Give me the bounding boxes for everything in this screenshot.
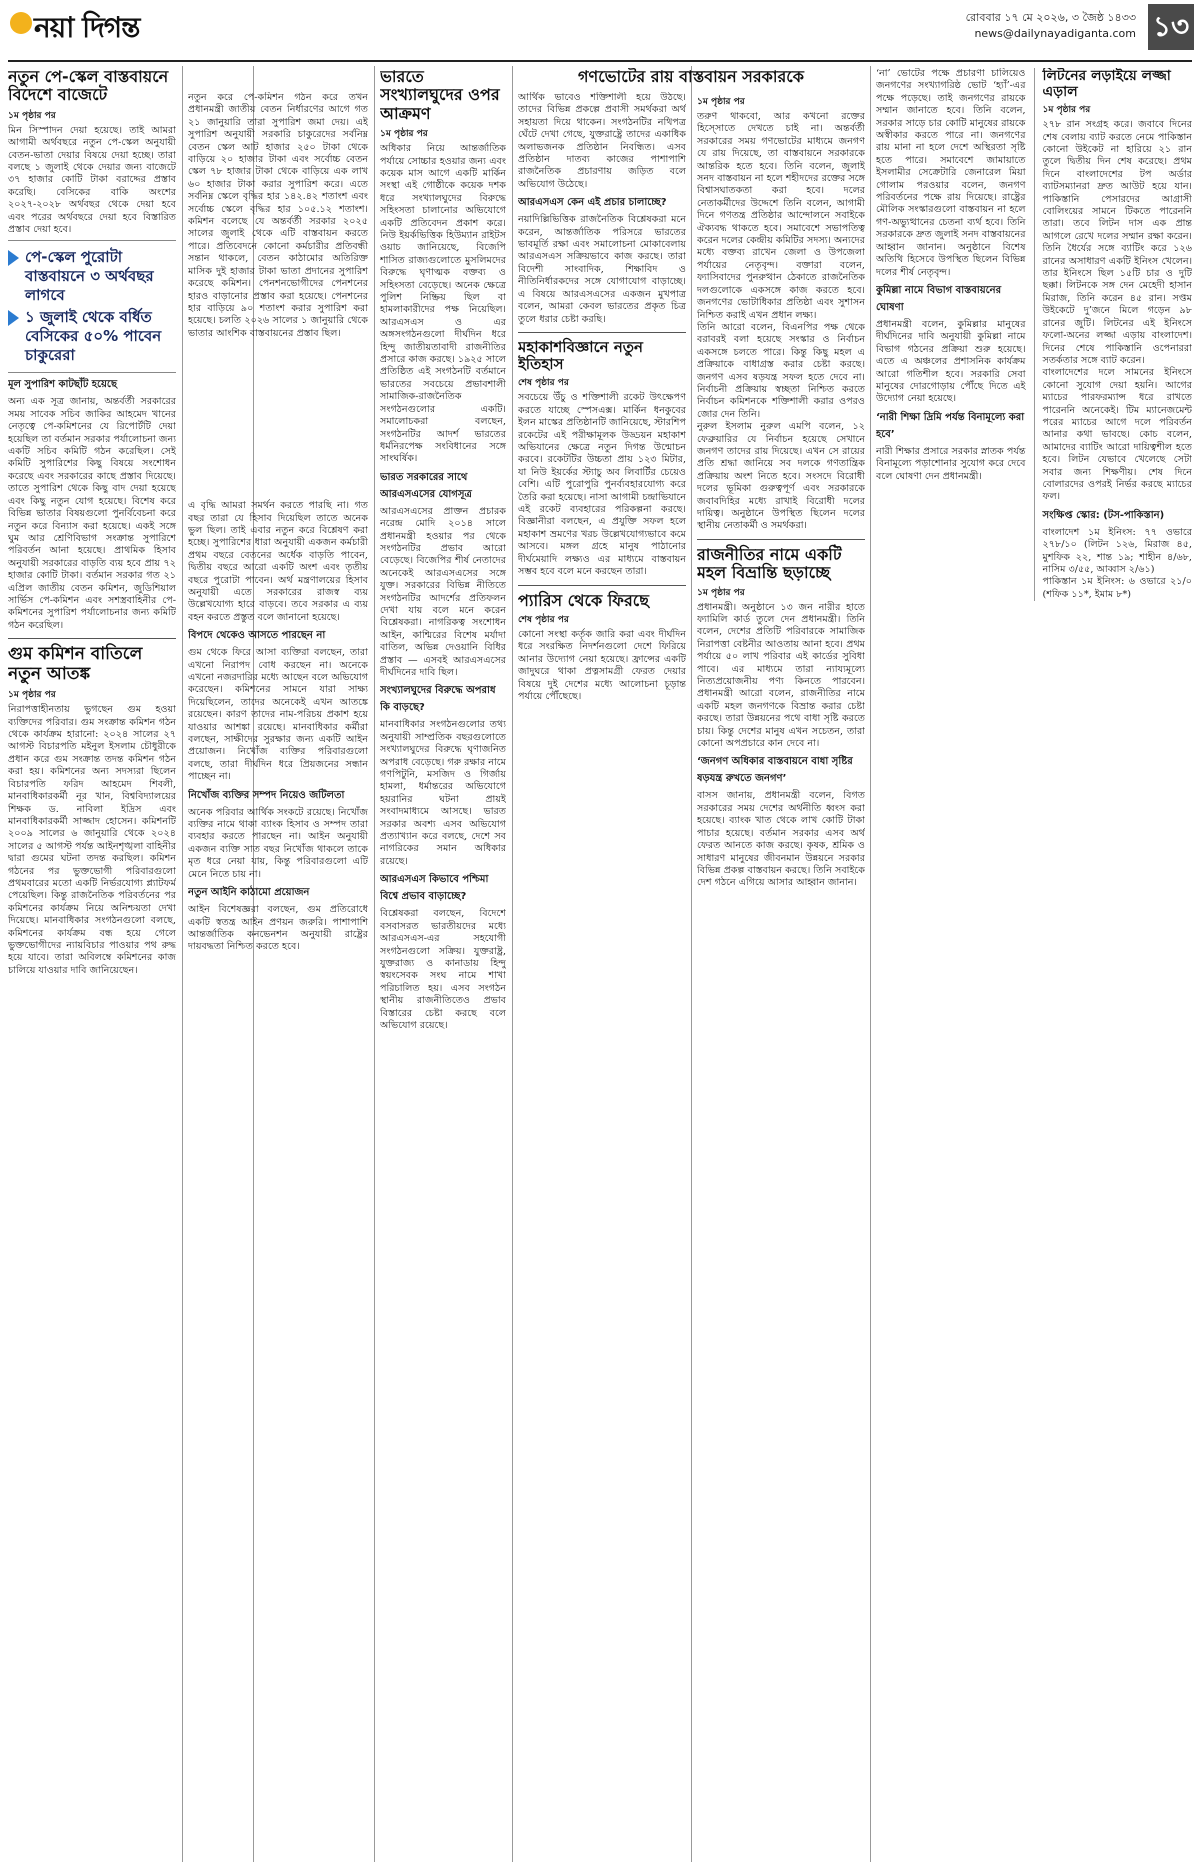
column-7 <box>876 68 1192 1862</box>
logo-text: নয়া দিগন্ত <box>34 11 140 44</box>
site-email[interactable]: news@dailynayadiganta.com <box>974 27 1136 40</box>
article-body: বাংলাদেশের দলে সামনের ইনিংসে কোনো সুযোগ দেয়া হয়নি। আগের ম্যাচের পারফরম্যান্স ধরে রাখতে পারেননি অনেকেই। টিম ম্যানেজমেন্ট পরের ম্যাচের আগে দলে পরিবর্তন আনার কথা ভাবছে। কোচ বলেন, আমাদের ব্যাটিং আরো দায়িত্বশীল হতে হবে। লিটন যেভাবে খেলেছে সেটা সবার জন্য শিক্ষণীয়। শেষ দিনে বোলারদের ওপরই নির্ভর করছে ম্যাচের ফল। <box>1042 367 1192 503</box>
column-6 <box>876 68 1026 601</box>
article-body: কোনো সংস্থা কর্তৃক জারি করা এবং দীর্ঘদিন ধরে সংরক্ষিত নিদর্শনগুলো দেশে ফিরিয়ে আনার উদ্যোগ নেয়া হয়েছে। ফ্রান্সের একটি জাদুঘরে থাকা প্রত্নসামগ্রী ফেরত দেয়ার বিষয়ে দুই দেশের মধ্যে আলোচনা চূড়ান্ত পর্যায়ে পৌঁছেছে। <box>518 628 686 702</box>
continued-label: ১ম পৃষ্ঠার পর <box>8 690 56 701</box>
headline-india-minorities[interactable]: ভারতে সংখ্যালঘুদের ওপর আক্রমণ <box>380 68 500 123</box>
callout-item <box>8 308 176 365</box>
column-divider <box>870 66 871 1862</box>
article-body: মানবাধিকার সংগঠনগুলোর তথ্য অনুযায়ী সাম্প্রতিক বছরগুলোতে সংখ্যালঘুদের বিরুদ্ধে ঘৃণাজনিত অপরাধ বেড়েছে। গরু রক্ষার নামে গণপিটুনি, মসজিদ ও গির্জায় হামলা, ধর্মান্তরের অভিযোগে হয়রানির ঘটনা প্রায়ই সংবাদমাধ্যমে আসছে। ভারত সরকার অবশ্য এসব অভিযোগ প্রত্যাখ্যান করে বলছে, দেশে সব নাগরিকের সমান অধিকার রয়েছে। <box>380 719 506 867</box>
article-body: প্রধানমন্ত্রী বলেন, কুমিল্লার মানুষের দীর্ঘদিনের দাবি অনুযায়ী কুমিল্লা নামে বিভাগ গঠনের প্রক্রিয়া শুরু হয়েছে। এতে এ অঞ্চলের প্রশাসনিক কার্যক্রম আরো গতিশীল হবে। সরকারি সেবা মানুষের দোরগোড়ায় পৌঁছে দিতে এই উদ্যোগ নেয়া হয়েছে। <box>876 318 1026 405</box>
section-rule <box>8 638 176 639</box>
article-body: নুরুল ইসলাম নুরুল এমপি বলেন, ১২ ফেব্রুয়ারির যে নির্বাচন হয়েছে সেখানে জনগণ তাদের রায় দিয়েছে। এখন সে রায়ের প্রতি শ্রদ্ধা জানিয়ে সব দলকে গণতান্ত্রিক প্রক্রিয়ায় অংশ নিতে হবে। সংসদে বিরোধী দলের ভূমিকা গুরুত্বপূর্ণ এবং সরকারকে জবাবদিহির মধ্যে রাখাই বিরোধী দলের দায়িত্ব। অনুষ্ঠানে উপস্থিত ছিলেন দলের স্থানীয় নেতাকর্মী ও সমর্থকরা। <box>697 421 865 532</box>
article-body: সবচেয়ে উঁচু ও শক্তিশালী রকেট উৎক্ষেপণ করতে যাচ্ছে স্পেসএক্স। মার্কিন ধনকুবের ইলন মাস্কের প্রতিষ্ঠানটি জানিয়েছে, স্টারশিপ রকেটের এই পরীক্ষামূলক উড্ডয়ন মহাকাশ অভিযানের ক্ষেত্রে নতুন দিগন্ত উন্মোচন করবে। রকেটটির উচ্চতা প্রায় ১২৩ মিটার, যা নিউ ইয়র্কের স্ট্যাচু অব লিবার্টির চেয়েও বেশি। এটি পুরোপুরি পুনর্ব্যবহারযোগ্য করে তৈরি করা হয়েছে। নাসা আগামী চন্দ্রাভিযানে এই রকেট ব্যবহারের পরিকল্পনা করছে। বিজ্ঞানীরা বলছেন, এ প্রযুক্তি সফল হলে মহাকাশ ভ্রমণের খরচ উল্লেখযোগ্যভাবে কমে আসবে। মঙ্গল গ্রহে মানুষ পাঠানোর দীর্ঘমেয়াদি লক্ষ্যও এর মাধ্যমে বাস্তবায়ন সম্ভব হবে বলে মনে করছেন তারা। <box>518 392 686 578</box>
headline-liton[interactable]: লিটনের লড়াইয়ে লজ্জা এড়াল <box>1042 68 1171 101</box>
subheading: কুমিল্লা নামে বিভাগ বাস্তবায়নের ঘোষণা <box>876 284 1002 313</box>
column-2 <box>188 92 368 1862</box>
headline-referendum[interactable]: গণভোটের রায় বাস্তবায়ন সরকারকে <box>578 68 804 86</box>
section-rule <box>518 332 686 333</box>
article-body: ‘না’ ভোটের পক্ষে প্রচারণা চালিয়েও জনগণের সংখ্যাগরিষ্ঠ ভোট ‘হ্যাঁ’-এর পক্ষে পড়েছে। তাই জনগণের রায়কে সম্মান জানাতে হবে। তিনি বলেন, সরকার সাড়ে চার কোটি মানুষের রায়কে অস্বীকার করতে পারে না। জনগণের রায় মানা না হলে দেশে অস্থিরতা সৃষ্টি হতে পারে। সমাবেশে জামায়াতে ইসলামীর সেক্রেটারি জেনারেল মিয়া গোলাম পরওয়ার বলেন, জনগণ পরিবর্তনের পক্ষে রায় দিয়েছে। রাষ্ট্রের মৌলিক সংস্কারগুলো বাস্তবায়ন না হলে গণ-অভ্যুত্থানের চেতনা ব্যর্থ হবে। তিনি সরকারকে দ্রুত জুলাই সনদ বাস্তবায়নের আহ্বান জানান। অনুষ্ঠানে বিশেষ অতিথি হিসেবে উপস্থিত ছিলেন বিভিন্ন দলের শীর্ষ নেতৃবৃন্দ। <box>876 68 1026 278</box>
sun-logo-icon <box>10 12 32 34</box>
article-body: প্রধানমন্ত্রী। অনুষ্ঠানে ১৩ জন নারীর হাতে ফ্যামিলি কার্ড তুলে দেন প্রধানমন্ত্রী। তিনি বলেন, দেশের প্রতিটি পরিবারকে সামাজিক নিরাপত্তা বেষ্টনীর আওতায় আনা হবে। প্রথম পর্যায়ে ৫০ লাখ পরিবার এই কার্ডের সুবিধা পাবে। এর মাধ্যমে তারা ন্যায্যমূল্যে নিত্যপ্রয়োজনীয় পণ্য কিনতে পারবেন। প্রধানমন্ত্রী আরো বলেন, রাজনীতির নামে একটি মহল জনগণকে বিভ্রান্ত করার চেষ্টা করছে। তারা উন্নয়নের পথে বাধা সৃষ্টি করতে চায়। কিন্তু দেশের মানুষ এখন সচেতন, তারা কোনো অপপ্রচারে কান দেবে না। <box>697 601 865 750</box>
article-body: অধিকার নিয়ে আন্তর্জাতিক পর্যায়ে সোচ্চার হওয়ার জন্য এবং কয়েক মাস আগে একটি মার্কিন সংস্থা এই গোষ্ঠীকে কয়েক দশক ধরে সংখ্যালঘুদের বিরুদ্ধে সহিংসতা চালানোর অভিযোগে একটি প্রতিবেদন প্রকাশ করে। নিউ ইয়র্কভিত্তিক হিউম্যান রাইটস ওয়াচ জানিয়েছে, বিজেপি শাসিত রাজ্যগুলোতে মুসলিমদের বিরুদ্ধে ঘৃণাত্মক বক্তব্য ও সহিংসতা বেড়েছে। অনেক ক্ষেত্রে পুলিশ নিষ্ক্রিয় ছিল বা হামলাকারীদের পক্ষ নিয়েছিল। আরএসএস ও এর অঙ্গসংগঠনগুলো দীর্ঘদিন ধরে হিন্দু জাতীয়তাবাদী রাজনীতির প্রসারে কাজ করছে। ১৯২৫ সালে প্রতিষ্ঠিত এই সংগঠনটি বর্তমানে ভারতের সবচেয়ে প্রভাবশালী সামাজিক-রাজনৈতিক সংগঠনগুলোর একটি। সমালোচকরা বলছেন, সংগঠনটির আদর্শ ভারতের ধর্মনিরপেক্ষ সংবিধানের সঙ্গে সাংঘর্ষিক। <box>380 143 506 465</box>
column-3 <box>380 68 506 1862</box>
article-body: আইন বিশেষজ্ঞরা বলছেন, গুম প্রতিরোধে একটি স্বতন্ত্র আইন প্রণয়ন জরুরি। পাশাপাশি আন্তর্জাতিক কনভেনশন অনুযায়ী রাষ্ট্রের দায়বদ্ধতা নিশ্চিত করতে হবে। <box>188 904 368 953</box>
section-rule <box>697 539 865 540</box>
scorecard-line: বাংলাদেশ ১ম ইনিংস: ৭৭ ওভারে ২৭৮/১০ (লিটন ১২৬, মিরাজ ৪৫, মুশফিক ২২, শান্ত ১৯; শাহীন ৪/৬৮, নাসিম ৩/৫৫, আব্বাস ২/৬১) <box>1042 526 1192 575</box>
section-rule <box>518 585 686 586</box>
subheading: নিখোঁজ ব্যক্তির সম্পদ নিয়েও জটিলতা <box>188 789 345 801</box>
article-body: নিরাপত্তাহীনতায় ভুগছেন গুম হওয়া ব্যক্তিদের পরিবার। গুম সংক্রান্ত কমিশন গঠন থেকে কার্যক্রম হারানো: ২০২৪ সালের ২৭ আগস্ট বিচারপতি মইনুল ইসলাম চৌধুরীকে প্রধান করে গুম সংক্রান্ত তদন্ত কমিশন গঠন করা হয়। কমিশনের অন্য সদস্যরা ছিলেন বিচারপতি ফরিদ আহমেদ শিবলী, মানবাধিকারকর্মী নূর খান, বিশ্ববিদ্যালয়ের শিক্ষক ড. নাবিলা ইদ্রিস এবং মানবাধিকারকর্মী সাজ্জাদ হোসেন। কমিশনটি ২০০৯ সালের ৬ জানুয়ারি থেকে ২০২৪ সালের ৫ আগস্ট পর্যন্ত আইনশৃঙ্খলা বাহিনীর দ্বারা গুমের ঘটনা তদন্ত করছিল। কমিশন গঠনের পর ভুক্তভোগী পরিবারগুলো প্রথমবারের মতো একটি নির্ভরযোগ্য প্ল্যাটফর্ম পেয়েছিল। কিন্তু রাজনৈতিক পরিবর্তনের পর কমিশনের কার্যক্রম নিয়ে অনিশ্চয়তা দেখা দিয়েছে। মানবাধিকার সংগঠনগুলো বলছে, কমিশনের কার্যক্রম বন্ধ হয়ে গেলে ভুক্তভোগীদের ন্যায়বিচার পাওয়ার পথ রুদ্ধ হয়ে যাবে। তারা অবিলম্বে কমিশনের কাজ চালিয়ে যাওয়ার দাবি জানিয়েছেন। <box>8 704 176 976</box>
article-body: অন্য এক সূত্র জানায়, অন্তর্বর্তী সরকারের সময় সাবেক সচিব জাকির আহমেদ খানের নেতৃত্বে পে-কমিশনের যে রিপোর্টটি দেয়া হয়েছিল তা বর্তমান সরকার পর্যালোচনা জন্য একটি সচিব কমিটি গঠন করেছিল। সেই কমিটি সুপারিশের কিছু বিষয়ে সংশোধন করেছে এবং সরকারের কাছে প্রস্তাব দিয়েছে। তাতে সুপারিশ থেকে কিছু বাদ দেয়া হয়েছে এবং কিছু নতুন যোগ হয়েছে। বিশেষ করে বিভিন্ন ভাতার বিষয়গুলো পুনর্বিবেচনা করে নতুন করে বিন্যাস করা হয়েছে। একই সঙ্গে ঘুম আর শ্রেণিবিভাগ সংক্রান্ত সুপারিশে পরিবর্তন আনা হয়েছে। প্রাথমিক হিসাব অনুযায়ী সরকারের বাড়তি ব্যয় হবে প্রায় ৭২ হাজার কোটি টাকা। বর্তমান সরকার গত ২১ এপ্রিল জাতীয় বেতন কমিশন, জুডিশিয়াল সার্ভিস পে-কমিশন এবং সশস্ত্রবাহিনীর পে-কমিশনের সুপারিশ পর্যালোচনার জন্য কমিটি গঠন করেছিল। <box>8 396 176 631</box>
article-body: এ বৃদ্ধি আমরা সমর্থন করতে পারছি না। গত বছর তারা যে হিসাব দিয়েছিল তাতে অনেক ভুল ছিল। তাই এবার নতুন করে বিশ্লেষণ করা হচ্ছে। সুপারিশের ধারা অনুযায়ী একজন কর্মচারী প্রথম বছরে বেতনের অর্ধেক বাড়তি পাবেন, দ্বিতীয় বছরে আরো একটি অংশ এবং তৃতীয় বছরে পুরোটা পাবেন। অর্থ মন্ত্রণালয়ের হিসাব অনুযায়ী এতে সরকারের রাজস্ব ব্যয় উল্লেখযোগ্য হারে বাড়বে। তবে সরকার এ ব্যয় বহন করতে প্রস্তুত বলে জানানো হয়েছে। <box>188 500 368 623</box>
continued-label: শেষ পৃষ্ঠার পর <box>518 614 569 625</box>
article-body: নয়াদিল্লিভিত্তিক রাজনৈতিক বিশ্লেষকরা মনে করেন, আন্তর্জাতিক পরিসরে ভারতের ভাবমূর্তি রক্ষা এবং সমালোচনা মোকাবেলায় আরএসএস সক্রিয়ভাবে কাজ করছে। তারা বিদেশী সাংবাদিক, শিক্ষাবিদ ও নীতিনির্ধারকদের সঙ্গে যোগাযোগ বাড়াচ্ছে। এ বিষয়ে আরএসএসের একজন মুখপাত্র বলেন, আমরা কেবল ভারতের প্রকৃত চিত্র তুলে ধরার চেষ্টা করছি। <box>518 214 686 325</box>
masthead-rule <box>8 60 1192 62</box>
article-body: অনেক পরিবার আর্থিক সংকটে রয়েছে। নিখোঁজ ব্যক্তির নামে থাকা ব্যাংক হিসাব ও সম্পদ তারা ব্যবহার করতে পারছেন না। আইন অনুযায়ী একজন ব্যক্তি সাত বছর নিখোঁজ থাকলে তাকে মৃত ধরে নেয়া যায়, কিন্তু পরিবারগুলো এটি মেনে নিতে চায় না। <box>188 806 368 880</box>
column-5 <box>697 92 865 1862</box>
continued-label: ১ম পৃষ্ঠার পর <box>697 97 745 107</box>
continued-label: ১ম পৃষ্ঠার পর <box>697 587 745 598</box>
article-body: তিনি আরো বলেন, বিএনপির পক্ষ থেকে বরাবরই বলা হয়েছে সংস্কার ও নির্বাচন একসঙ্গে চলতে পারে। কিন্তু কিছু মহল এ প্রক্রিয়াকে বাধাগ্রস্ত করার চেষ্টা করছে। জনগণ এসব ষড়যন্ত্র সফল হতে দেবে না। নির্বাচনী প্রক্রিয়ায় স্বচ্ছতা নিশ্চিত করতে নির্বাচন কমিশনকে শক্তিশালী করার ওপরও জোর দেন তিনি। <box>697 321 865 420</box>
continued-label: ১ম পৃষ্ঠার পর <box>1042 105 1091 116</box>
subheading: বিপদে থেকেও আসতে পারছেন না <box>188 630 326 642</box>
callout-item <box>8 248 176 305</box>
headline-paris[interactable]: প্যারিস থেকে ফিরছে <box>518 590 649 610</box>
headline-space-science[interactable]: মহাকাশবিজ্ঞানে নতুন ইতিহাস <box>518 337 643 374</box>
continued-label: শেষ পৃষ্ঠার পর <box>518 378 569 389</box>
subheading: নতুন আইনি কাঠামো প্রয়োজন <box>188 887 310 899</box>
callout-box <box>8 240 176 373</box>
continued-label: ১ম পৃষ্ঠার পর <box>380 129 428 140</box>
article-body: মিন সিস্পাদন দেয়া হয়েছে। তাই আমরা আগামী অর্থবছরে নতুন পে-স্কেল অনুযায়ী বেতন-ভাতা দেয়ার বিষয়ে দেয়া হচ্ছে। তারা বলছে ১ জুলাই থেকে দেয়ার জন্য বাজেটে ৩৭ হাজার কোটি টাকা বরাদ্দের প্রস্তাব করেছি। বেসিকের বাকি অংশের ২০২৭-২০২৮ অর্থবছর থেকে দেয়া হবে এবং পরের অর্থবছরে দেয়া হবে বিস্তারিত প্রস্তাব দেয়া হবে। <box>8 124 176 236</box>
subheading: ‘নারী শিক্ষা দ্রিমি পর্যন্ত বিনামূল্যে করা হবে’ <box>876 411 1025 440</box>
page-number: ১৩ <box>1148 4 1194 50</box>
date-line: রোববার ১৭ মে ২০২৬, ৩ জৈষ্ঠ ১৪৩৩ <box>965 11 1136 24</box>
callout-text: পে-স্কেল পুরোটা বাস্তবায়নে ৩ অর্থবছর লাগবে <box>25 248 154 305</box>
subheading: আরএসএস কিভাবে পশ্চিমা বিশ্বে প্রভাব বাড়াচ্ছে? <box>380 874 489 903</box>
article-body: গুম থেকে ফিরে আসা ব্যক্তিরা বলছেন, তারা এখনো নিরাপদ বোধ করছেন না। অনেকে এখনো নজরদারির মধ্যে আছেন বলে অভিযোগ করেছেন। কমিশনের সামনে যারা সাক্ষ্য দিয়েছিলেন, তাদের অনেকেই এখন আতঙ্কে রয়েছেন। কারণ তাদের নাম-পরিচয় প্রকাশ হয়ে যাওয়ার আশঙ্কা রয়েছে। মানবাধিকার কর্মীরা বলছেন, সাক্ষীদের সুরক্ষার জন্য একটি আইন প্রয়োজন। নিখোঁজ ব্যক্তির পরিবারগুলো বলছে, তারা দীর্ঘদিন ধরে প্রিয়জনের সন্ধান পাচ্ছেন না। <box>188 647 368 783</box>
column-1 <box>8 68 176 1862</box>
subheading: আরএসএস কেন এই প্রচার চালাচ্ছে? <box>518 197 667 209</box>
subheading: সংখ্যালঘুদের বিরুদ্ধে অপরাধ কি বাড়ছে? <box>380 685 496 714</box>
article-body: ২৭৮ রান সংগ্রহ করে। জবাবে দিনের শেষ বেলায় ব্যাট করতে নেমে পাকিস্তান কোনো উইকেট না হারিয়ে ২১ রান তুলে দ্বিতীয় দিন শেষ করেছে। প্রথম দিনে বাংলাদেশের টপ অর্ডার ব্যাটসম্যানরা দ্রুত আউট হয়ে যান। পাকিস্তানি পেসারদের আগ্রাসী বোলিংয়ের সামনে টিকতে পারেননি তারা। তবে লিটন দাস এক প্রান্ত আগলে রেখে দলের সম্মান রক্ষা করেন। তিনি ধৈর্যের সঙ্গে ব্যাটিং করে ১২৬ রানের অসাধারণ একটি ইনিংস খেলেন। তার ইনিংসে ছিল ১৫টি চার ও দুটি ছক্কা। লিটনকে সঙ্গ দেন মেহেদী হাসান মিরাজ, তিনি করেন ৪৫ রান। সপ্তম উইকেটে দু’জনে মিলে গড়েন ৯৮ রানের জুটি। লিটনের এই ইনিংসে ফলো-অনের লজ্জা এড়ায় বাংলাদেশ। দিনের শেষে পাকিস্তানি ওপেনাররা সতর্কতার সঙ্গে ব্যাট করেন। <box>1042 119 1192 366</box>
headline-gum-commission[interactable]: গুম কমিশন বাতিলে নতুন আতঙ্ক <box>8 644 143 684</box>
newspaper-logo[interactable] <box>10 6 139 53</box>
scorecard-title: সংক্ষিপ্ত স্কোর: (টস-পাকিস্তান) <box>1042 509 1165 521</box>
subheading: ‘জনগণ অধিকার বাস্তবায়নে বাধা সৃষ্টির ষড়যন্ত্র রুখতে জনগণ’ <box>697 756 853 785</box>
column-divider <box>691 66 692 1862</box>
column-4 <box>518 92 686 1862</box>
article-body: নারী শিক্ষার প্রসারে সরকার স্নাতক পর্যন্ত বিনামূল্যে পড়াশোনার সুযোগ করে দেবে বলে ঘোষণা দেন প্রধানমন্ত্রী। <box>876 445 1026 482</box>
column-divider <box>1034 68 1035 601</box>
article-body: নতুন করে পে-কমিশন গঠন করে তখন প্রধানমন্ত্রী জাতীয় বেতন নির্ধারণের আগে গত ২১ জানুয়ারি তারা সুপারিশ জমা দেয়। এই সুপারিশ অনুযায়ী সরকারি চাকুরেদের সর্বনিম্ন বেতন স্কেল আট হাজার ২৫০ টাকা থেকে বাড়িয়ে ২০ হাজার টাকা এবং সর্বোচ্চ বেতন স্কেল ৭৮ হাজার টাকা থেকে বাড়িয়ে এক লাখ ৬০ হাজার টাকা করার সুপারিশ করে। এতে সর্বনিম্ন স্কেলে বৃদ্ধির হার ১৪২.৪২ শতাংশ এবং সর্বোচ্চ স্কেলে বৃদ্ধির হার ১০৫.১২ শতাংশ। কমিশন বলেছে যে অন্তর্বর্তী সরকার ২০২৫ সালের জুলাই থেকে এটি বাস্তবায়ন করতে পারে। প্রতিবেদনে কোনো কর্মচারীর প্রতিবন্ধী সন্তান থাকলে, বেতন কাঠামোর অতিরিক্ত মাসিক দুই হাজার টাকা ভাতা প্রদানের সুপারিশ করেছে কমিশন। পেনশনভোগীদের পেনশনের হারও বাড়ানোর প্রস্তাব করা হয়েছে। পেনশনের হার বাড়িয়ে ৯০ শতাংশ করার সুপারিশ করা হয়েছে। চলতি ২০২৬ সালের ১ জানুয়ারি থেকে ভাতার আংশিক বাস্তবায়নের প্রস্তাব ছিল। <box>188 92 368 339</box>
sports-column <box>1043 68 1193 601</box>
arrow-right-icon <box>8 310 19 326</box>
article-body: আরএসএসের প্রাক্তন প্রচারক নরেন্দ্র মোদি ২০১৪ সালে প্রধানমন্ত্রী হওয়ার পর থেকে সংগঠনটির প্রভাব আরো বেড়েছে। বিজেপির শীর্ষ নেতাদের অনেকেই আরএসএসের সঙ্গে যুক্ত। সরকারের বিভিন্ন নীতিতে সংগঠনটির আদর্শের প্রতিফলন দেখা যায় বলে মনে করেন বিশ্লেষকরা। নাগরিকত্ব সংশোধন আইন, কাশ্মিরের বিশেষ মর্যাদা বাতিল, অভিন্ন দেওয়ানি বিধির প্রস্তাব — এসবই আরএসএসের দীর্ঘদিনের দাবি ছিল। <box>380 505 506 679</box>
article-body: আর্থিক ভাবেও শক্তিশালী হয়ে উঠছে। তাদের বিভিন্ন প্রকল্পে প্রবাসী সমর্থকরা অর্থ সহায়তা দিয়ে থাকেন। সংগঠনটির নথিপত্র ঘেঁটে দেখা গেছে, যুক্তরাষ্ট্রে তাদের একাধিক অলাভজনক প্রতিষ্ঠান নিবন্ধিত। এসব প্রতিষ্ঠান দাতব্য কাজের পাশাপাশি রাজনৈতিক প্রচারণায় জড়িত বলে অভিযোগ উঠেছে। <box>518 92 686 190</box>
subheading: মূল সুপারিশ কাটছাঁট হয়েছে <box>8 379 118 391</box>
masthead-meta <box>966 10 1136 42</box>
continued-label: ১ম পৃষ্ঠার পর <box>8 110 56 121</box>
headline-pay-scale[interactable]: নতুন পে-স্কেল বাস্তবায়নে বিদেশে বাজেটে <box>8 68 169 105</box>
article-body: তরুণ থাকবো, আর কখনো রক্তের হিস্সোতে দেখতে চাই না। অন্তর্বর্তী সরকারের সময় গণভোটের মাধ্যমে জনগণ যে রায় দিয়েছে, তা বাস্তবায়নে সরকারকে আন্তরিক হতে হবে। তিনি বলেন, জুলাই সনদ বাস্তবায়ন না হলে শহীদদের রক্তের সঙ্গে বিশ্বাসঘাতকতা করা হবে। দলের নেতাকর্মীদের উদ্দেশে তিনি বলেন, আগামী দিনে গণতন্ত্র প্রতিষ্ঠার আন্দোলনে সবাইকে ঐক্যবদ্ধ থাকতে হবে। সমাবেশে সভাপতিত্ব করেন দলের কেন্দ্রীয় কমিটির সদস্য। অন্যদের মধ্যে বক্তব্য রাখেন জেলা ও উপজেলা পর্যায়ের নেতৃবৃন্দ। বক্তারা বলেন, ফ্যাসিবাদের পুনরুত্থান ঠেকাতে রাজনৈতিক দলগুলোকে একসঙ্গে কাজ করতে হবে। জনগণের ভোটাধিকার প্রতিষ্ঠা এবং সুশাসন নিশ্চিত করাই এখন প্রধান লক্ষ্য। <box>697 111 865 321</box>
column-divider <box>512 66 513 1862</box>
column-divider <box>374 66 375 1862</box>
arrow-right-icon <box>8 250 19 266</box>
scorecard-line: পাকিস্তান ১ম ইনিংস: ৬ ওভারে ২১/০ (শফিক ১১*, ইমাম ৮*) <box>1042 576 1192 600</box>
headline-confusion[interactable]: রাজনীতির নামে একটি মহল বিভ্রান্তি ছড়াচ্ছে <box>697 544 842 583</box>
subheading: ভারত সরকারের সাথে আরএসএসের যোগসূত্র <box>380 471 472 500</box>
callout-text: ১ জুলাই থেকে বর্ধিত বেসিকের ৫০% পাবেন চাকুরেরা <box>25 308 162 365</box>
headline-strip <box>518 68 864 92</box>
article-body: বিশ্লেষকরা বলছেন, বিদেশে বসবাসরত ভারতীয়দের মধ্যে আরএসএস-এর সহযোগী সংগঠনগুলো সক্রিয়। যুক্তরাষ্ট্র, যুক্তরাজ্য ও কানাডায় হিন্দু স্বয়ংসেবক সংঘ নামে শাখা পরিচালিত হয়। এসব সংগঠন স্থানীয় রাজনীতিতেও প্রভাব বিস্তারের চেষ্টা করছে বলে অভিযোগ রয়েছে। <box>380 908 506 1031</box>
article-body: বাসস জানায়, প্রধানমন্ত্রী বলেন, বিগত সরকারের সময় দেশের অর্থনীতি ধ্বংস করা হয়েছে। ব্যাংক খাত থেকে লাখ কোটি টাকা পাচার হয়েছে। বর্তমান সরকার এসব অর্থ ফেরত আনতে কাজ করছে। কৃষক, শ্রমিক ও সাধারণ মানুষের জীবনমান উন্নয়নে সরকার বিভিন্ন প্রকল্প বাস্তবায়ন করছে। তিনি সবাইকে দেশ গঠনে এগিয়ে আসার আহ্বান জানান। <box>697 790 865 889</box>
column-divider <box>182 66 183 1862</box>
masthead <box>0 0 1200 62</box>
